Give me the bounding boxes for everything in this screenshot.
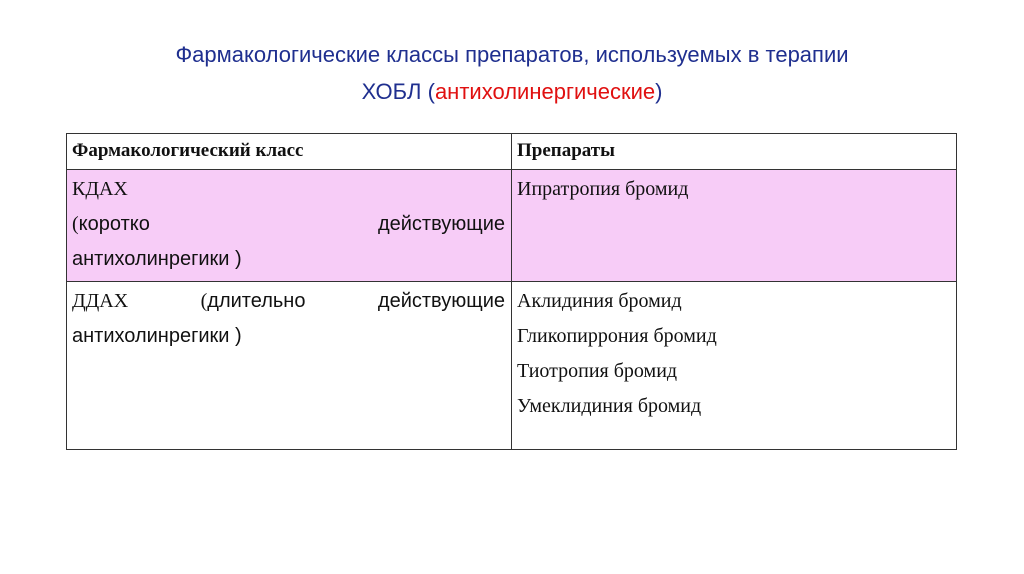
list-item: Умеклидиния бромид bbox=[517, 395, 702, 417]
class-open-paren: ( bbox=[200, 290, 208, 312]
drugs-cell-kdah bbox=[512, 170, 957, 282]
title-line-2 bbox=[40, 73, 984, 110]
list-item: Гликопиррония бромид bbox=[517, 325, 717, 347]
class-cell-kdah bbox=[67, 170, 512, 282]
header-pharm-class: Фармакологический класс bbox=[67, 134, 512, 170]
class-desc-word: действующие bbox=[377, 290, 505, 312]
class-open-paren: ( bbox=[72, 213, 79, 235]
class-desc-word: действующие bbox=[377, 213, 505, 235]
class-desc-line-end: антихолинрегики ) bbox=[72, 325, 242, 347]
list-item: Аклидиния бромид bbox=[517, 290, 682, 312]
class-desc-word: длительно bbox=[207, 290, 306, 312]
class-desc-line-end: антихолинрегики ) bbox=[72, 248, 242, 270]
class-desc-line bbox=[72, 207, 505, 242]
drug-class-table bbox=[66, 133, 957, 450]
class-abbr: КДАХ bbox=[72, 178, 128, 200]
drugs-cell-ddah bbox=[512, 282, 957, 450]
list-item: Тиотропия бромид bbox=[517, 360, 678, 382]
title-accent: антихолинергические bbox=[434, 79, 656, 104]
class-cell-ddah bbox=[67, 282, 512, 450]
slide-title bbox=[40, 36, 984, 110]
class-desc-word: коротко bbox=[78, 213, 150, 235]
title-line-2-prefix: ХОБЛ ( bbox=[361, 79, 435, 104]
title-line-2-suffix: ) bbox=[655, 79, 663, 104]
table-row bbox=[67, 170, 957, 282]
class-desc-line bbox=[72, 284, 505, 319]
class-abbr: ДДАХ bbox=[72, 290, 129, 312]
table-row bbox=[67, 282, 957, 450]
header-drugs: Препараты bbox=[512, 134, 957, 170]
title-line-1: Фармакологические классы препаратов, используемых в терапии bbox=[175, 42, 849, 67]
list-item: Ипратропия бромид bbox=[517, 178, 689, 200]
table-header-row bbox=[67, 134, 957, 170]
